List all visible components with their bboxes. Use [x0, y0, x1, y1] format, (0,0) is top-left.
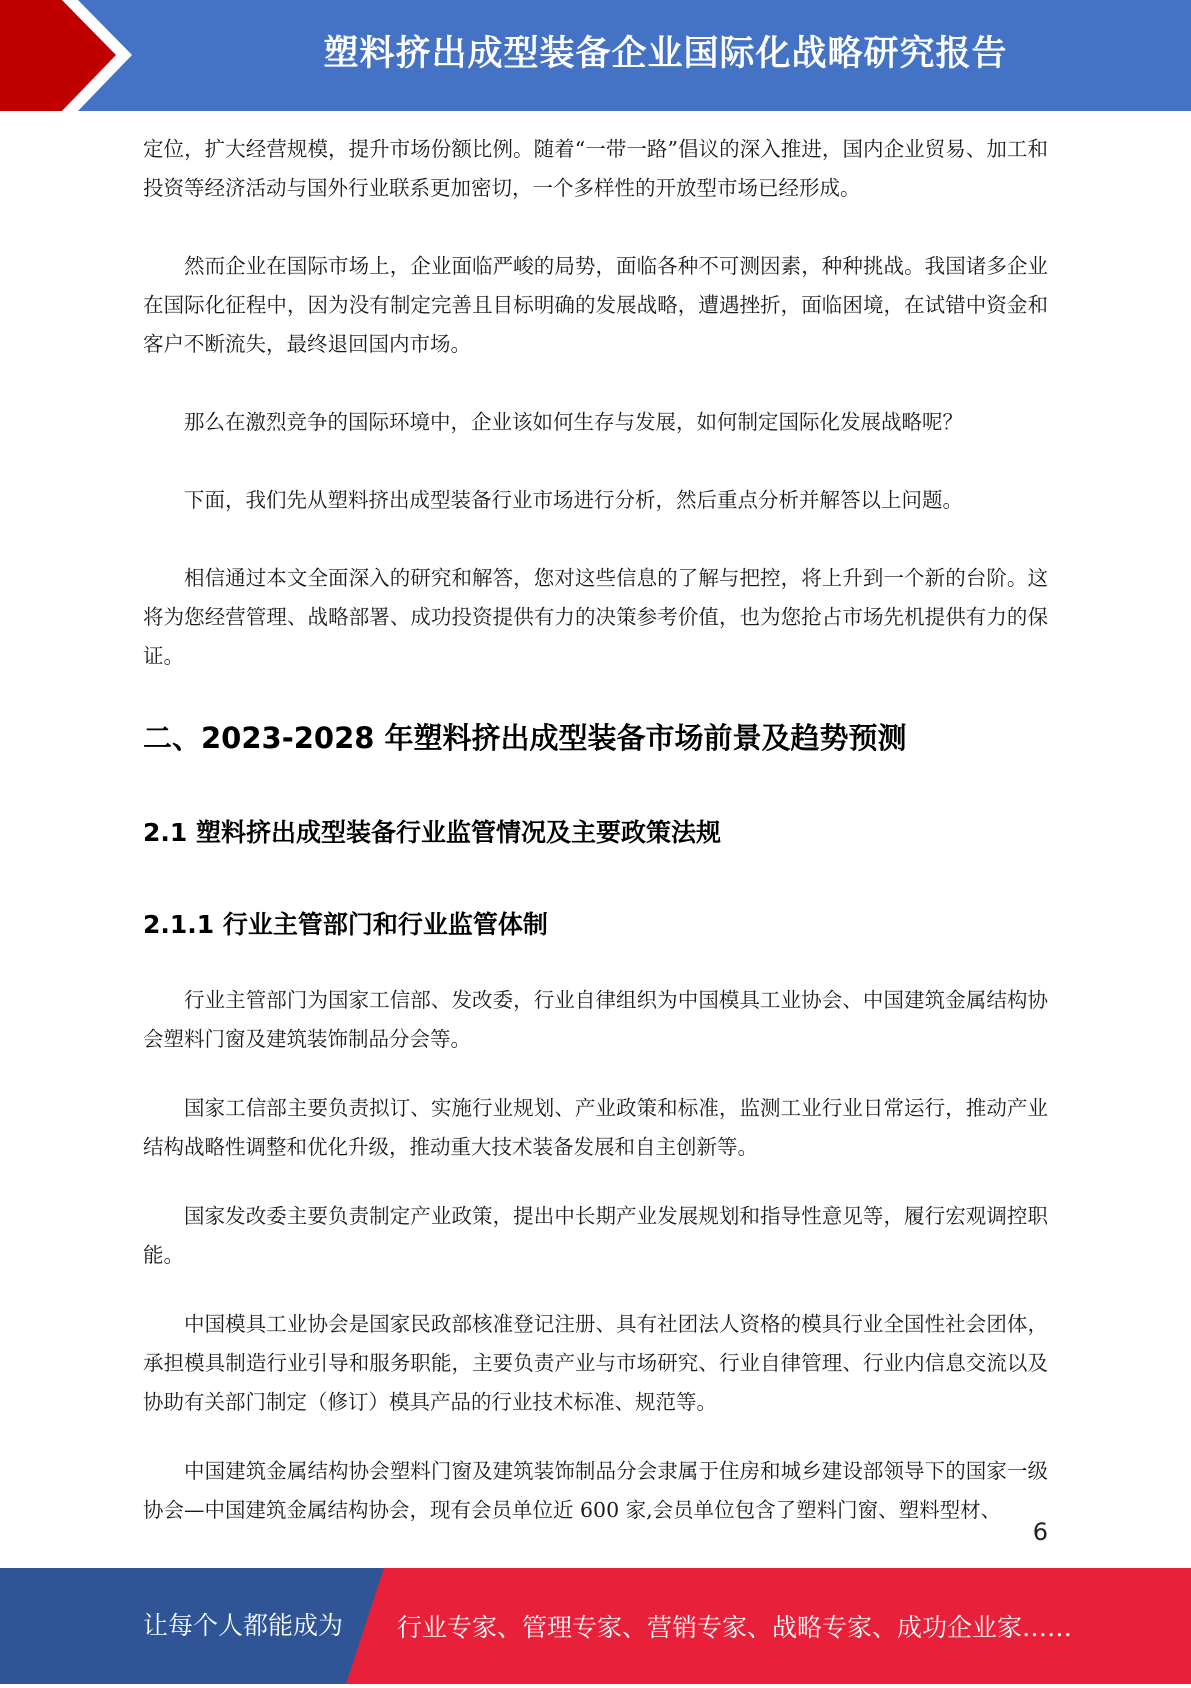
- subsection-heading: 2.1 塑料挤出成型装备行业监管情况及主要政策法规: [143, 818, 721, 847]
- header-arrow-decoration: [0, 0, 160, 111]
- paragraph: 国家发改委主要负责制定产业政策，提出中长期产业发展规划和指导性意见等，履行宏观调控职能。: [143, 1204, 1048, 1267]
- section-heading: 二、2023-2028 年塑料挤出成型装备市场前景及趋势预测: [143, 721, 907, 755]
- page-footer: [0, 1568, 1191, 1684]
- paragraph: 国家工信部主要负责拟订、实施行业规划、产业政策和标准，监测工业行业日常运行，推动产业结构战略性调整和优化升级，推动重大技术装备发展和自主创新等。: [143, 1096, 1048, 1159]
- footer-slogan-right: 行业专家、管理专家、营销专家、战略专家、成功企业家……: [397, 1613, 1073, 1642]
- paragraph: 那么在激烈竞争的国际环境中，企业该如何生存与发展，如何制定国际化发展战略呢？: [184, 410, 963, 434]
- document-body: [143, 130, 1048, 1530]
- subsubsection-heading: 2.1.1 行业主管部门和行业监管体制: [143, 910, 548, 939]
- paragraph: 然而企业在国际市场上，企业面临严峻的局势，面临各种不可测因素，种种挑战。我国诸多企业在国际化征程中，因为没有制定完善且目标明确的发展战略，遭遇挫折，面临困境，在试错中资金和客户不断流失，最终退回国内市场。: [143, 254, 1048, 356]
- report-title: 塑料挤出成型装备企业国际化战略研究报告: [323, 34, 1008, 74]
- paragraph: 中国建筑金属结构协会塑料门窗及建筑装饰制品分会隶属于住房和城乡建设部领导下的国家一级协会—中国建筑金属结构协会，现有会员单位近 600 家,会员单位包含了塑料门窗、塑料型材、: [143, 1459, 1048, 1522]
- footer-slogan-left: 让每个人都能成为: [143, 1611, 344, 1640]
- page-header: [0, 0, 1191, 111]
- paragraph: 定位，扩大经营规模，提升市场份额比例。随着“一带一路”倡议的深入推进，国内企业贸易、加工和投资等经济活动与国外行业联系更加密切，一个多样性的开放型市场已经形成。: [143, 137, 1048, 200]
- paragraph: 相信通过本文全面深入的研究和解答，您对这些信息的了解与把控，将上升到一个新的台阶。这将为您经营管理、战略部署、成功投资提供有力的决策参考价值，也为您抢占市场先机提供有力的保证。: [143, 566, 1048, 668]
- paragraph: 行业主管部门为国家工信部、发改委，行业自律组织为中国模具工业协会、中国建筑金属结构协会塑料门窗及建筑装饰制品分会等。: [143, 988, 1048, 1051]
- page-number: 6: [1032, 1518, 1048, 1546]
- paragraph: 下面，我们先从塑料挤出成型装备行业市场进行分析，然后重点分析并解答以上问题。: [184, 488, 963, 512]
- paragraph: 中国模具工业协会是国家民政部核准登记注册、具有社团法人资格的模具行业全国性社会团体，承担模具制造行业引导和服务职能，主要负责产业与市场研究、行业自律管理、行业内信息交流以及协助有关部门制定（修订）模具产品的行业技术标准、规范等。: [143, 1312, 1048, 1414]
